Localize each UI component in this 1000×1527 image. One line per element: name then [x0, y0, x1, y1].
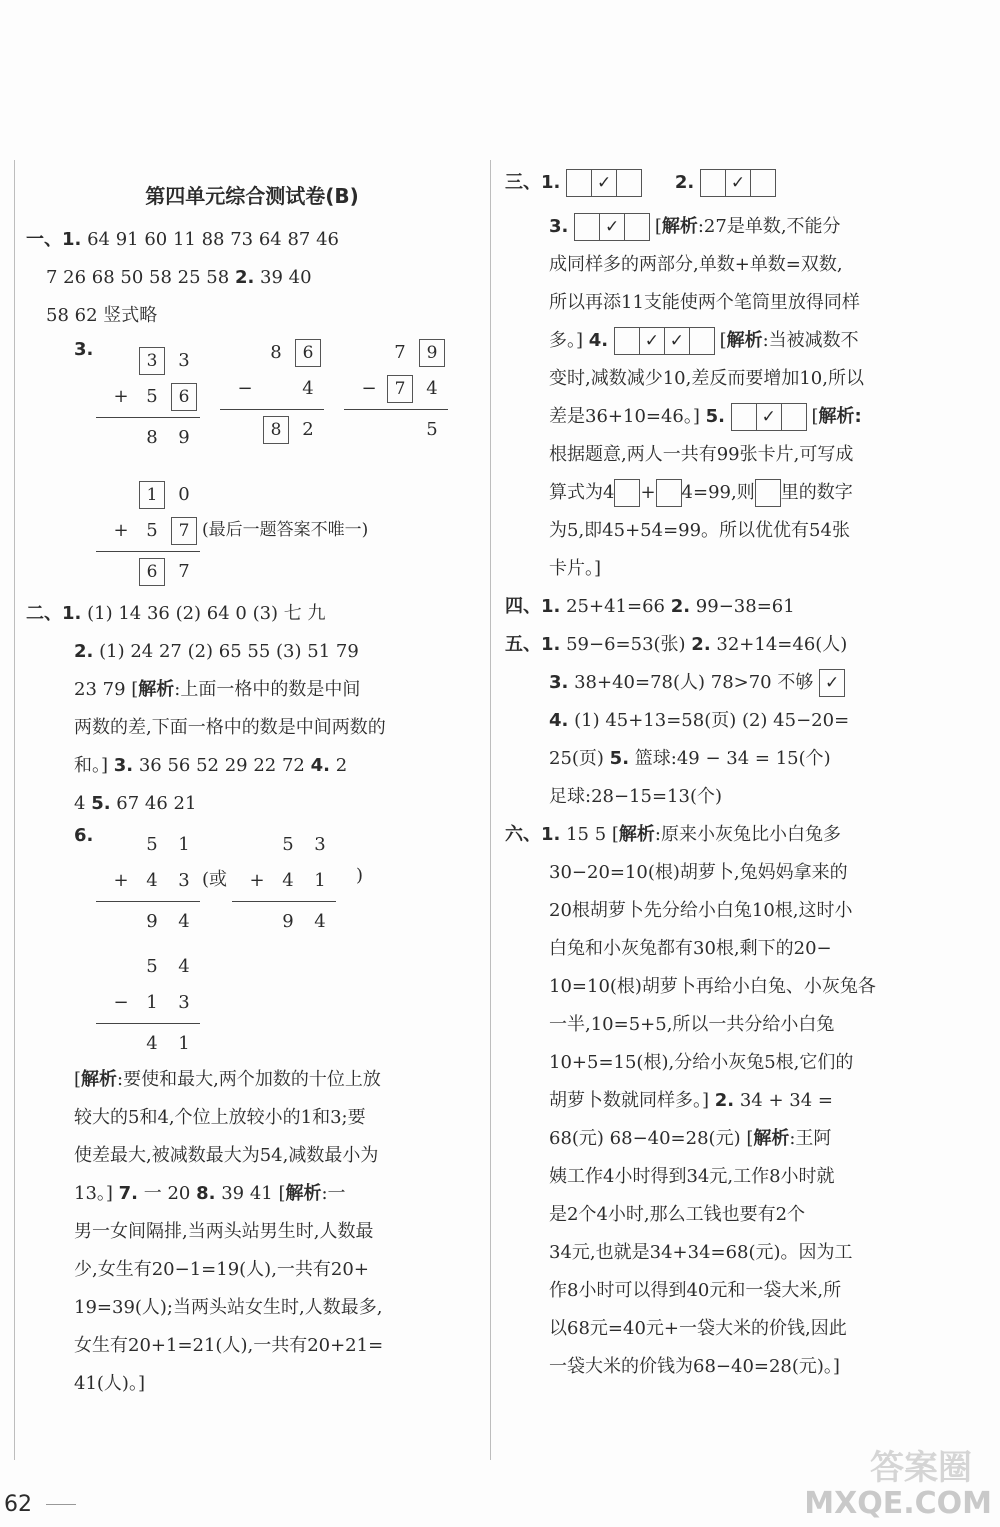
- vertical-calc-2: [220, 335, 324, 448]
- answer-text: 99−38=61: [690, 596, 795, 617]
- digit: 4: [178, 956, 190, 977]
- check-box: ✓: [599, 213, 625, 241]
- left-margin-line: [14, 160, 15, 1460]
- digit: 9: [178, 427, 190, 448]
- watermark: MXQE.COM: [804, 1486, 992, 1521]
- choice-box: [614, 327, 640, 355]
- answer-text: 19=39(人);当两头站女生时,人数最多,: [74, 1297, 383, 1318]
- choice-box: [689, 327, 715, 355]
- answer-text: :一: [321, 1183, 346, 1204]
- check-box: ✓: [591, 169, 617, 197]
- digit: 4: [146, 870, 158, 891]
- answer-text: 一半,10=5+5,所以一共分给小白兔: [549, 1014, 835, 1035]
- analysis-label: 解析: [618, 824, 655, 845]
- answer-text: 使差最大,被减数最大为54,减数最小为: [74, 1145, 379, 1166]
- choice-boxes: [614, 327, 714, 355]
- answer-box: 7: [171, 517, 197, 545]
- question-number: 3.: [549, 672, 569, 693]
- answer-text: :要使和最大,两个加数的十位上放: [117, 1069, 381, 1090]
- answer-text: 34元,也就是34+34=68(元)。因为工: [549, 1242, 853, 1263]
- answer-text: 2: [329, 755, 348, 776]
- answer-text: 10=10(根)胡萝卜再给小白兔、小灰兔各: [549, 976, 876, 997]
- question-number: 2.: [234, 267, 255, 288]
- answer-text: 4=99,则: [681, 482, 755, 503]
- digit: 8: [146, 427, 158, 448]
- answer-line: [505, 930, 955, 968]
- analysis-label: 解析: [138, 679, 175, 700]
- analysis-label: 解析: [285, 1183, 322, 1204]
- answer-line: [505, 164, 955, 202]
- vertical-calc-5: [96, 827, 200, 940]
- page-title: 第四单元综合测试卷(B): [145, 184, 359, 208]
- answer-line: [26, 595, 478, 633]
- answer-text: 41(人)。]: [74, 1373, 145, 1394]
- digit: 9: [146, 911, 158, 932]
- digit: 5: [282, 834, 294, 855]
- answer-line: [26, 259, 478, 297]
- watermark-logo: 答案圈: [870, 1448, 972, 1488]
- answer-box: 3: [139, 347, 165, 375]
- answer-text: :原来小灰兔比小白兔多: [654, 824, 841, 845]
- question-number: 2.: [674, 172, 695, 193]
- choice-box: [566, 169, 592, 197]
- answer-text: 算式为4: [549, 482, 615, 503]
- digit: 5: [426, 419, 438, 440]
- choice-boxes: [574, 213, 649, 241]
- answer-text: 女生有20+1=21(人),一共有20+21=: [74, 1335, 384, 1356]
- answer-line: [505, 1272, 955, 1310]
- choice-box: [616, 169, 642, 197]
- operator: −: [361, 378, 377, 399]
- digit: 4: [146, 1033, 158, 1054]
- answer-text: 36 56 52 29 22 72: [133, 755, 311, 776]
- answer-box: 6: [139, 558, 165, 586]
- question-number: 2.: [74, 641, 94, 662]
- answer-line: [505, 702, 955, 740]
- blank-box: [755, 479, 781, 507]
- answer-line: [505, 284, 955, 322]
- answer-text: 15 5 [: [560, 824, 619, 845]
- question-number: 一、1.: [26, 229, 82, 250]
- operator: +: [249, 870, 265, 891]
- analysis-label: 解析: [753, 1128, 790, 1149]
- answer-line: [505, 398, 955, 436]
- answer-line: [505, 588, 955, 626]
- digit: 1: [146, 992, 158, 1013]
- question-number: 3.: [549, 216, 569, 237]
- digit: 4: [178, 911, 190, 932]
- answer-line: [505, 778, 955, 816]
- answer-text: 38+40=78(人) 78>70 不够: [568, 672, 814, 693]
- digit: 5: [146, 956, 158, 977]
- vertical-calc-7: [96, 949, 200, 1062]
- answer-text: 59−6=53(张): [560, 634, 692, 655]
- answer-text: 卡片。]: [549, 558, 602, 579]
- answer-text: 里的数字: [780, 482, 853, 503]
- question-number: 五、1.: [505, 634, 561, 655]
- answer-line: [505, 968, 955, 1006]
- answer-text: [: [649, 216, 662, 237]
- answer-text: 58 62 竖式略: [46, 305, 158, 326]
- answer-text: :27是单数,不能分: [697, 216, 841, 237]
- answer-text: :当被减数不: [762, 330, 859, 351]
- check-box: ✓: [756, 403, 782, 431]
- answer-text: 7 26 68 50 58 25 58: [46, 267, 235, 288]
- digit: 4: [302, 378, 314, 399]
- choice-boxes: [731, 403, 806, 431]
- analysis-label: 解析: [818, 406, 855, 427]
- question-number: 四、1.: [505, 596, 561, 617]
- digit: 9: [282, 911, 294, 932]
- answer-text: 一 20: [138, 1183, 197, 1204]
- answer-line: [26, 1289, 478, 1327]
- vertical-calc-1: [96, 343, 200, 456]
- check-box: ✓: [639, 327, 665, 355]
- digit: 7: [394, 342, 406, 363]
- left-column: [26, 150, 478, 1403]
- answer-text: 20根胡萝卜先分给小白兔10根,这时小: [549, 900, 853, 921]
- answer-text: [: [713, 330, 727, 351]
- answer-line: [505, 1310, 955, 1348]
- analysis-label: 解析: [81, 1069, 118, 1090]
- answer-line: [26, 1327, 478, 1365]
- answer-line: [505, 550, 955, 588]
- answer-line: [505, 664, 955, 702]
- answer-text: [: [805, 406, 819, 427]
- question-number: 4.: [549, 710, 569, 731]
- answer-line: [505, 740, 955, 778]
- answer-text: 胡萝卜数就同样多。]: [549, 1090, 715, 1111]
- answer-text: 一袋大米的价钱为68−40=28(元)。]: [549, 1356, 840, 1377]
- answer-text: 10+5=15(根),分给小灰兔5根,它们的: [549, 1052, 854, 1073]
- question-number: 6.: [74, 825, 94, 846]
- digit: 3: [178, 350, 190, 371]
- answer-line: [26, 1365, 478, 1403]
- answer-line: [505, 1006, 955, 1044]
- answer-line: [505, 816, 955, 854]
- digit: 1: [314, 870, 326, 891]
- note-text: ): [356, 865, 364, 886]
- answer-box: 7: [387, 375, 413, 403]
- answer-text: 和。]: [74, 755, 114, 776]
- answer-line: [505, 1044, 955, 1082]
- answer-text: (1) 45+13=58(页) (2) 45−20=: [568, 710, 850, 731]
- question-number: 3.: [74, 339, 94, 360]
- question-number: 4.: [588, 330, 609, 351]
- choice-box: [781, 403, 807, 431]
- answer-text: 男一女间隔排,当两头站男生时,人数最: [74, 1221, 374, 1242]
- vertical-calc-3: [344, 335, 448, 448]
- note-text: (或: [202, 869, 228, 890]
- answer-text: 为5,即45+54=99。所以优优有54张: [549, 520, 850, 541]
- answer-line: [26, 709, 478, 747]
- answer-text: 30−20=10(根)胡萝卜,兔妈妈拿来的: [549, 862, 848, 883]
- answer-text: 39 41 [: [215, 1183, 286, 1204]
- digit: 5: [146, 834, 158, 855]
- question-number: 5.: [91, 793, 111, 814]
- answer-text: 4: [74, 793, 92, 814]
- answer-line: [505, 246, 955, 284]
- digit: 3: [178, 992, 190, 1013]
- answer-line: [505, 360, 955, 398]
- digit: 1: [178, 834, 190, 855]
- answer-box: 1: [139, 481, 165, 509]
- answer-text: :上面一格中的数是中间: [174, 679, 361, 700]
- page-number-rule: [46, 1504, 76, 1505]
- answer-line: [505, 512, 955, 550]
- answer-text: (1) 24 27 (2) 65 55 (3) 51 79: [93, 641, 359, 662]
- digit: 0: [178, 484, 190, 505]
- answer-text: 67 46 21: [110, 793, 197, 814]
- choice-box: [750, 169, 776, 197]
- digit: 4: [282, 870, 294, 891]
- analysis-label: 解析: [661, 216, 698, 237]
- check-box: ✓: [819, 669, 845, 697]
- answer-text: 篮球:49 − 34 = 15(个): [629, 748, 831, 769]
- column-divider: [490, 160, 491, 1460]
- digit: 5: [146, 386, 158, 407]
- answer-text: 足球:28−15=13(个): [549, 786, 722, 807]
- answer-text: 25(页): [549, 748, 610, 769]
- answer-box: 9: [419, 339, 445, 367]
- blank-box: [656, 479, 682, 507]
- answer-line: [26, 1175, 478, 1213]
- answer-text: 是2个4小时,那么工钱也要有2个: [549, 1204, 806, 1225]
- vertical-calc-area-6: [26, 823, 478, 1061]
- answer-line: [26, 1099, 478, 1137]
- answer-line: [26, 1061, 478, 1099]
- page-number: 62: [4, 1492, 32, 1517]
- answer-line: [26, 747, 478, 785]
- digit: 3: [178, 870, 190, 891]
- answer-text: 差是36+10=46。]: [549, 406, 706, 427]
- answer-line: [26, 1137, 478, 1175]
- answer-text: 根据题意,两人一共有99张卡片,可写成: [549, 444, 854, 465]
- question-number: 2.: [714, 1090, 735, 1111]
- answer-line: [26, 633, 478, 671]
- operator: +: [113, 520, 129, 541]
- question-number: 2.: [670, 596, 691, 617]
- answer-line: [26, 1251, 478, 1289]
- question-number: 六、1.: [505, 824, 561, 845]
- answer-text: 白兔和小灰兔都有30根,剩下的20−: [549, 938, 832, 959]
- question-number: 8.: [196, 1183, 216, 1204]
- vertical-calc-4: [96, 477, 200, 590]
- answer-text: 39 40: [254, 267, 312, 288]
- answer-text: 较大的5和4,个位上放较小的1和3;要: [74, 1107, 366, 1128]
- digit: 1: [178, 1033, 190, 1054]
- digit: 3: [314, 834, 326, 855]
- answer-line: [26, 1213, 478, 1251]
- operator: +: [113, 386, 129, 407]
- answer-text: 13。]: [74, 1183, 119, 1204]
- question-number: 三、1.: [505, 172, 561, 193]
- question-number: 4.: [310, 755, 330, 776]
- blank-box: [614, 479, 640, 507]
- question-number: 5.: [609, 748, 630, 769]
- answer-text: 作8小时可以得到40元和一袋大米,所: [549, 1280, 842, 1301]
- analysis-label: 解析: [726, 330, 763, 351]
- choice-box: [624, 213, 650, 241]
- vertical-calc-6: [232, 827, 336, 940]
- answer-box: 6: [171, 383, 197, 411]
- answer-text: 成同样多的两部分,单数+单数=双数,: [549, 254, 843, 275]
- answer-line: [505, 322, 955, 360]
- answer-line: [26, 221, 478, 259]
- answer-line: [505, 474, 955, 512]
- answer-text: 以68元=40元+一袋大米的价钱,因此: [549, 1318, 847, 1339]
- answer-text: 23 79 [: [74, 679, 139, 700]
- digit: 7: [178, 561, 190, 582]
- answer-line: [505, 1120, 955, 1158]
- operator: −: [113, 992, 129, 1013]
- question-number: 3.: [113, 755, 134, 776]
- answer-line: [505, 208, 955, 246]
- answer-text: 姨工作4小时得到34元,工作8小时就: [549, 1166, 835, 1187]
- answer-line: [26, 297, 478, 335]
- digit: 8: [270, 342, 282, 363]
- answer-box: 8: [263, 416, 289, 444]
- answer-text: [: [74, 1069, 82, 1090]
- note-text: (最后一题答案不唯一): [202, 520, 369, 540]
- answer-line: [505, 1234, 955, 1272]
- answer-text: (1) 14 36 (2) 64 0 (3) 七 九: [81, 603, 326, 624]
- answer-text: 少,女生有20−1=19(人),一共有20+: [74, 1259, 369, 1280]
- answer-text: :王阿: [789, 1128, 832, 1149]
- operator: +: [113, 870, 129, 891]
- answer-line: [505, 626, 955, 664]
- choice-boxes: [566, 169, 641, 197]
- answer-text: 32+14=46(人): [710, 634, 848, 655]
- answer-text: 两数的差,下面一格中的数是中间两数的: [74, 717, 386, 738]
- choice-box: [700, 169, 726, 197]
- answer-line: [505, 1196, 955, 1234]
- answer-line: [505, 1348, 955, 1386]
- answer-line: [505, 854, 955, 892]
- answer-line: [26, 785, 478, 823]
- digit: 4: [426, 378, 438, 399]
- choice-box: [731, 403, 757, 431]
- answer-text: 34 + 34 =: [734, 1090, 833, 1111]
- right-column: [505, 150, 955, 1386]
- answer-line: [505, 892, 955, 930]
- answer-line: [505, 436, 955, 474]
- digit: 5: [146, 520, 158, 541]
- check-box: ✓: [664, 327, 690, 355]
- answer-text: +: [640, 482, 656, 503]
- choice-boxes: [700, 169, 775, 197]
- answer-text: 64 91 60 11 88 73 64 87 46: [81, 229, 340, 250]
- answer-line: [26, 671, 478, 709]
- answer-text: 25+41=66: [560, 596, 671, 617]
- question-number: 二、1.: [26, 603, 82, 624]
- answer-text: 变时,减数减少10,差反而要增加10,所以: [549, 368, 864, 389]
- answer-text: 多。]: [549, 330, 589, 351]
- question-number: 2.: [691, 634, 711, 655]
- vertical-calc-area: [26, 335, 478, 595]
- digit: 4: [314, 911, 326, 932]
- answer-text: :: [854, 406, 862, 427]
- answer-box: 6: [295, 339, 321, 367]
- check-box: ✓: [725, 169, 751, 197]
- answer-line: [505, 1082, 955, 1120]
- question-number: 5.: [705, 406, 725, 427]
- answer-text: 68(元) 68−40=28(元) [: [549, 1128, 754, 1149]
- answer-text: 所以再添11支能使两个笔筒里放得同样: [549, 292, 860, 313]
- choice-box: [574, 213, 600, 241]
- question-number: 7.: [118, 1183, 139, 1204]
- operator: −: [237, 378, 253, 399]
- answer-line: [505, 1158, 955, 1196]
- digit: 2: [302, 419, 314, 440]
